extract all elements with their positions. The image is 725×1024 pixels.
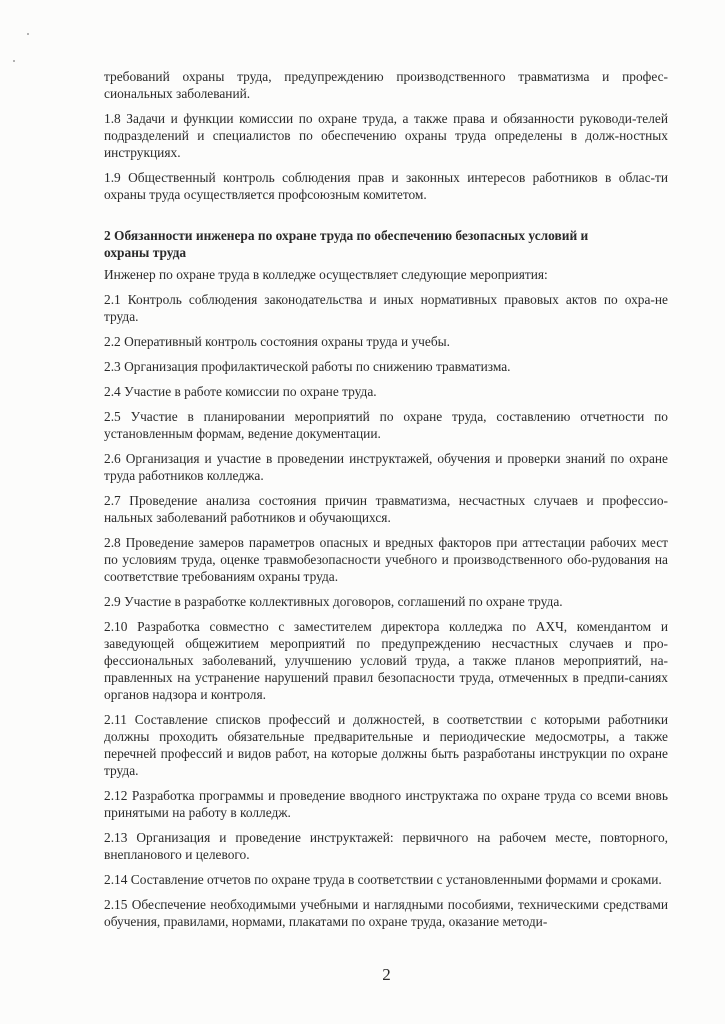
section-heading	[104, 227, 668, 261]
item-2-12: 2.12 Разработка программы и проведение вводного инструктажа по охране труда со всеми вновь принятыми на работу в колледж.	[104, 788, 668, 820]
paragraph-1-8: 1.8 Задачи и функции комиссии по охране труда, а также права и обязанности руководи-телей подразделений и специалистов по обеспечению охраны труда определены в долж-ностных инструкциях.	[104, 111, 668, 160]
item-2-7: 2.7 Проведение анализа состояния причин травматизма, несчастных случаев и профессио-нальных заболеваний работников и обучающихся.	[104, 493, 668, 525]
item-2-4: 2.4 Участие в работе комиссии по охране труда.	[104, 384, 377, 399]
item-2-2: 2.2 Оперативный контроль состояния охраны труда и учебы.	[104, 334, 450, 349]
paragraph-1-9: 1.9 Общественный контроль соблюдения прав и законных интересов работников в облас-ти охраны труда осуществляется профсоюзным комитетом.	[104, 170, 668, 202]
item-2-10: 2.10 Разработка совместно с заместителем директора колледжа по АХЧ, комендантом и заведующей общежитием мероприятий по предупреждению несчастных случаев и про-фессиональных заболеваний, улучшению условий труда, а также планов мероприятий, на-правленных на устранение нарушений правил безопасности труда, отмеченных в предпи-саниях органов надзора и контроля.	[104, 619, 668, 702]
item-2-6: 2.6 Организация и участие в проведении инструктажей, обучения и проверки знаний по охране труда работников колледжа.	[104, 451, 668, 483]
item-2-13: 2.13 Организация и проведение инструктажей: первичного на рабочем месте, повторного, внепланового и целевого.	[104, 830, 668, 862]
document-body	[104, 68, 668, 938]
item-2-3: 2.3 Организация профилактической работы по снижению травматизма.	[104, 359, 511, 374]
paragraph-continuation: требований охраны труда, предупреждению производственного травматизма и профес-сиональных заболеваний.	[104, 69, 668, 101]
item-2-14: 2.14 Составление отчетов по охране труда в соответствии с установленными формами и сроками.	[104, 872, 662, 887]
section-heading-line1: 2 Обязанности инженера по охране труда по обеспечению безопасных условий и	[104, 228, 589, 243]
item-2-1: 2.1 Контроль соблюдения законодательства и иных нормативных правовых актов по охра-не труда.	[104, 292, 668, 324]
item-2-15: 2.15 Обеспечение необходимыми учебными и наглядными пособиями, техническими средствами обучения, правилами, нормами, плакатами по охране труда, оказание методи-	[104, 897, 668, 929]
spacer	[104, 211, 668, 227]
item-2-11: 2.11 Составление списков профессий и должностей, в соответствии с которыми работники должны проходить обязательные предварительные и периодические медосмотры, а также перечней профессий и видов работ, на которые должны быть разработаны инструкции по охране труда.	[104, 712, 668, 778]
scan-speck	[27, 33, 29, 35]
item-2-8: 2.8 Проведение замеров параметров опасных и вредных факторов при аттестации рабочих мест по условиям труда, оценке травмобезопасности учебного и производственного обо-рудования на соответствие требованиям охраны труда.	[104, 535, 668, 584]
scan-speck	[13, 60, 15, 62]
section-intro: Инженер по охране труда в колледже осуществляет следующие мероприятия:	[104, 267, 548, 282]
section-heading-line2: охраны труда	[104, 245, 187, 260]
item-2-9: 2.9 Участие в разработке коллективных договоров, соглашений по охране труда.	[104, 594, 563, 609]
item-2-5: 2.5 Участие в планировании мероприятий по охране труда, составлению отчетности по установленным формам, ведение документации.	[104, 409, 668, 441]
page-number: 2	[382, 965, 391, 984]
